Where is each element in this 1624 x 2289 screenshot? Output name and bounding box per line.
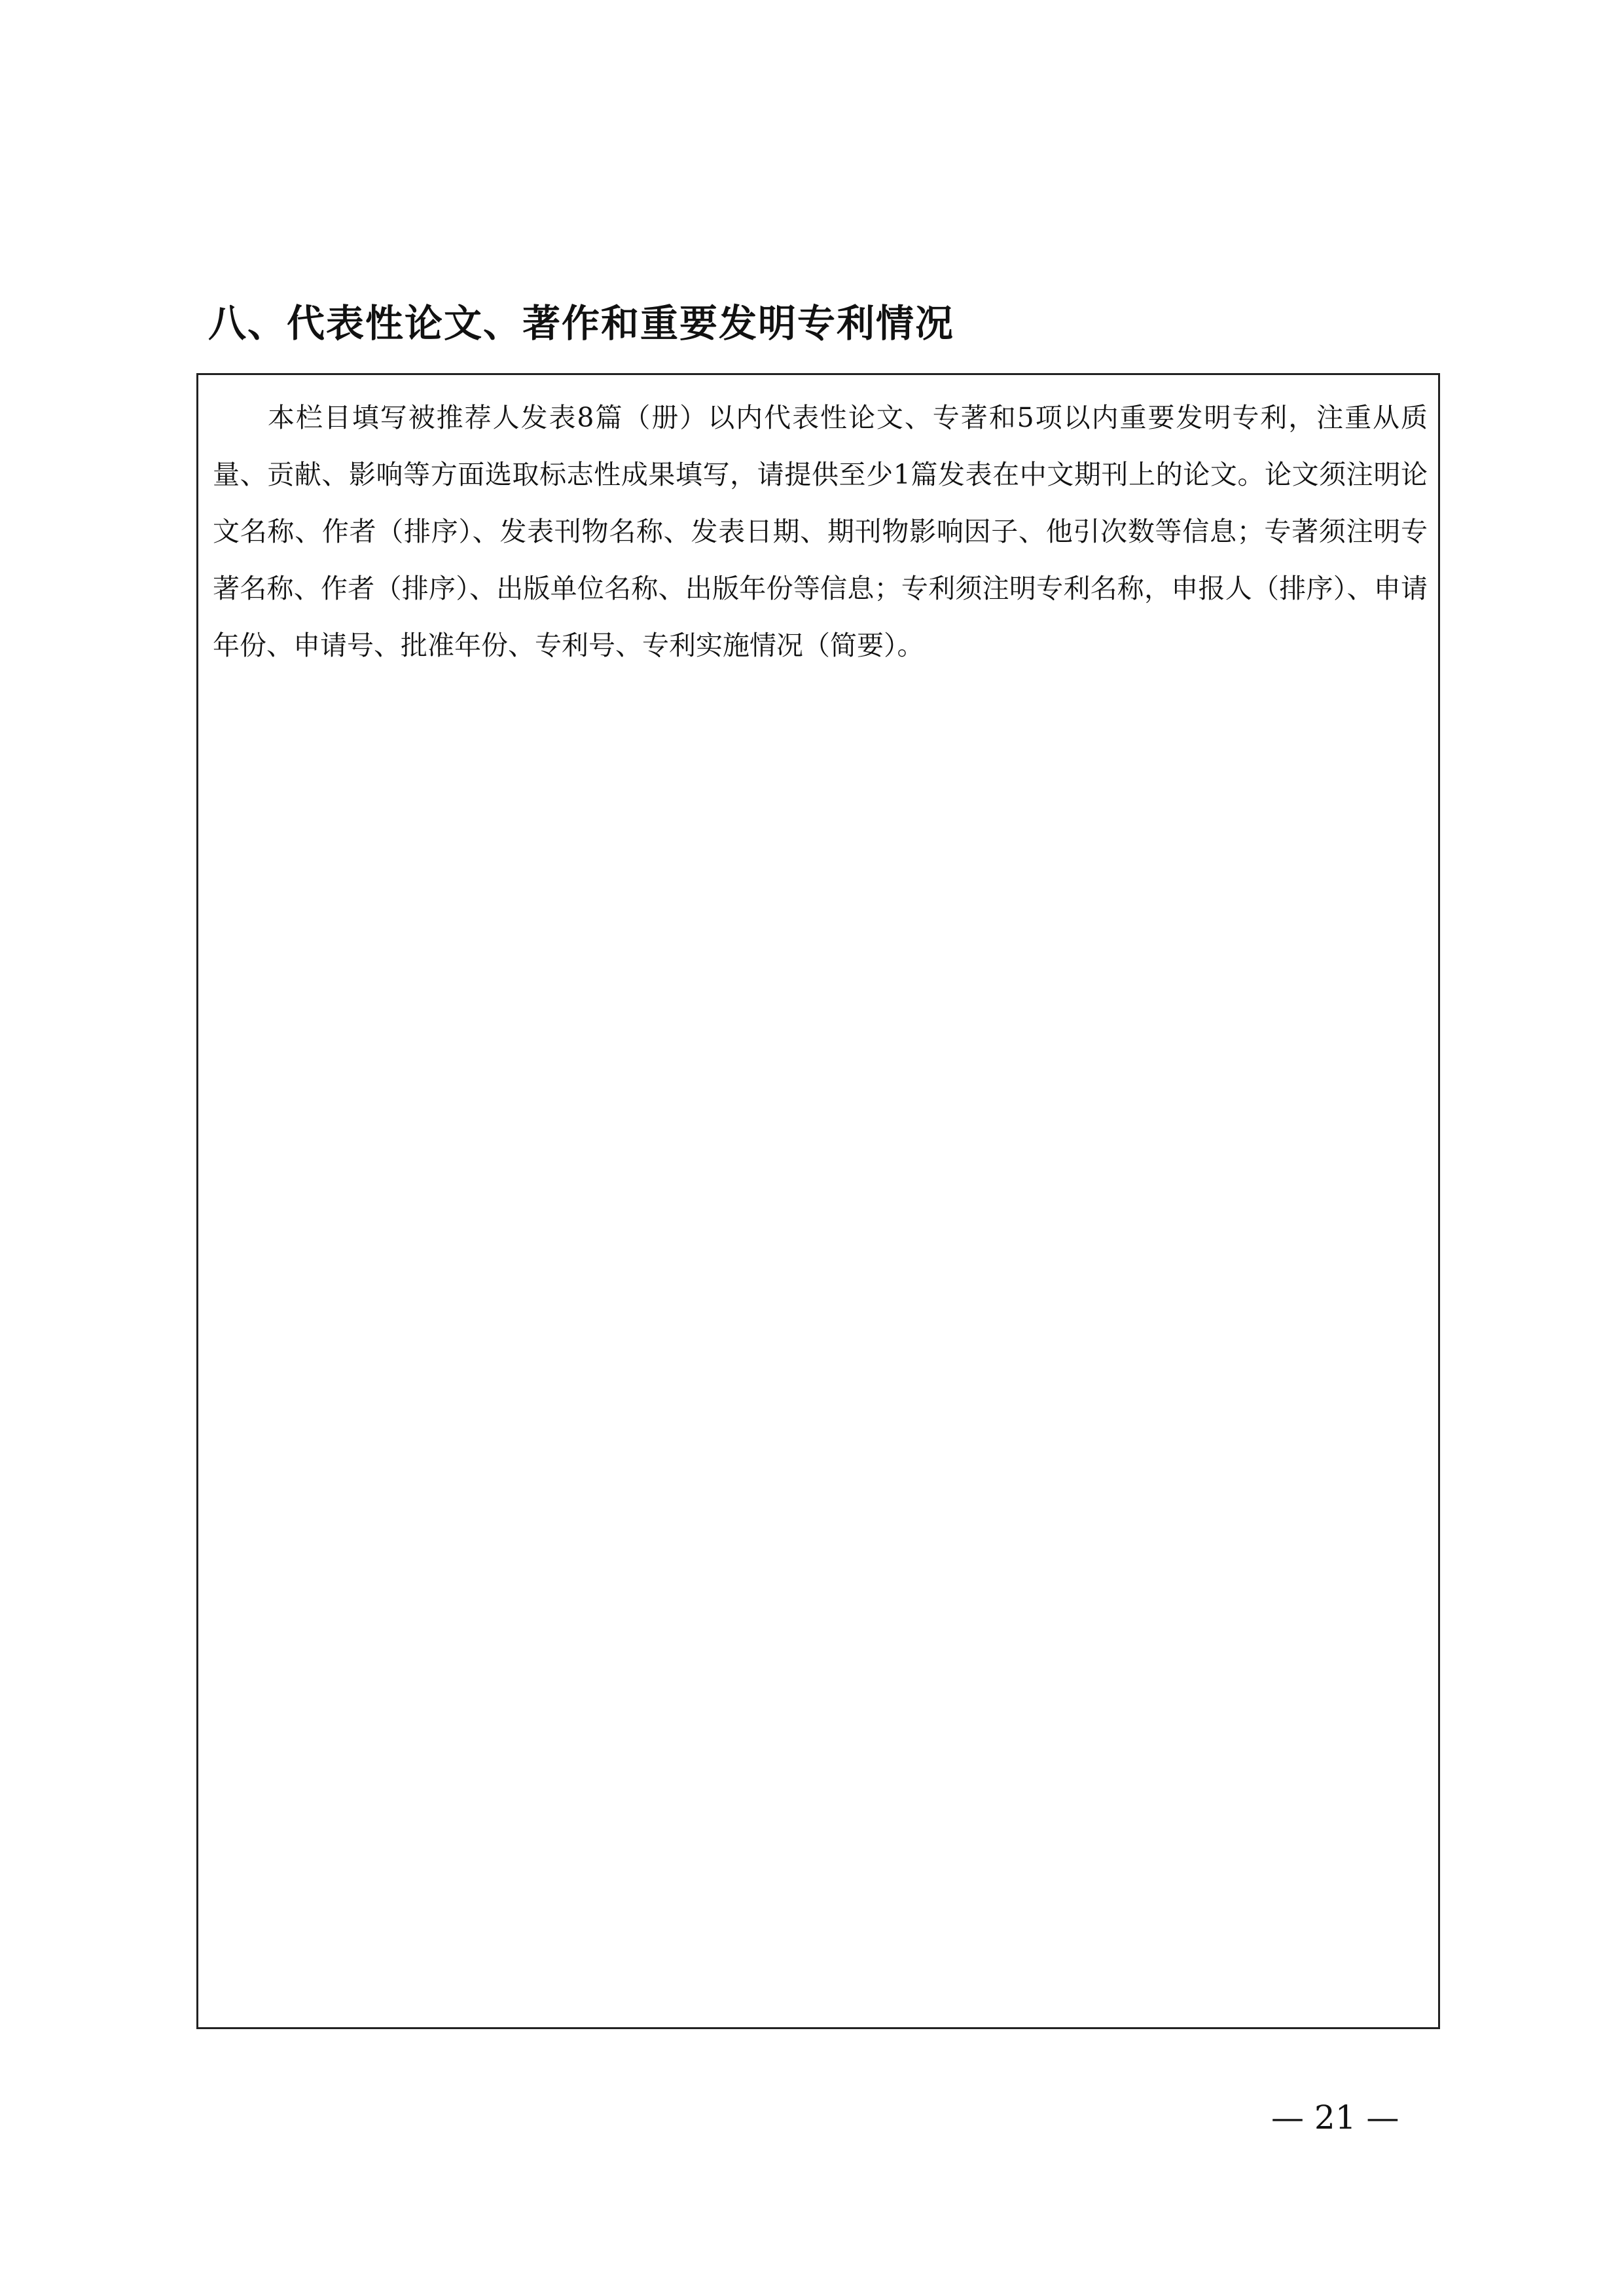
section-title: 八、代表性论文、著作和重要发明专利情况 (208, 301, 955, 346)
representative-works-field[interactable] (196, 373, 1440, 2029)
page-number: — 21 — (1271, 2099, 1399, 2136)
field-instruction: 本栏目填写被推荐人发表8篇（册）以内代表性论文、专著和5项以内重要发明专利，注重从质量、贡献、影响等方面选取标志性成果填写，请提供至少1篇发表在中文期刊上的论文。论文须注明论文名称、作者（排序）、发表刊物名称、发表日期、期刊物影响因子、他引次数等信息；专著须注明专著名称、作者（排序）、出版单位名称、出版年份等信息；专利须注明专利名称，申报人（排序）、申请年份、申请号、批准年份、专利号、专利实施情况（简要）。 (213, 402, 1428, 661)
